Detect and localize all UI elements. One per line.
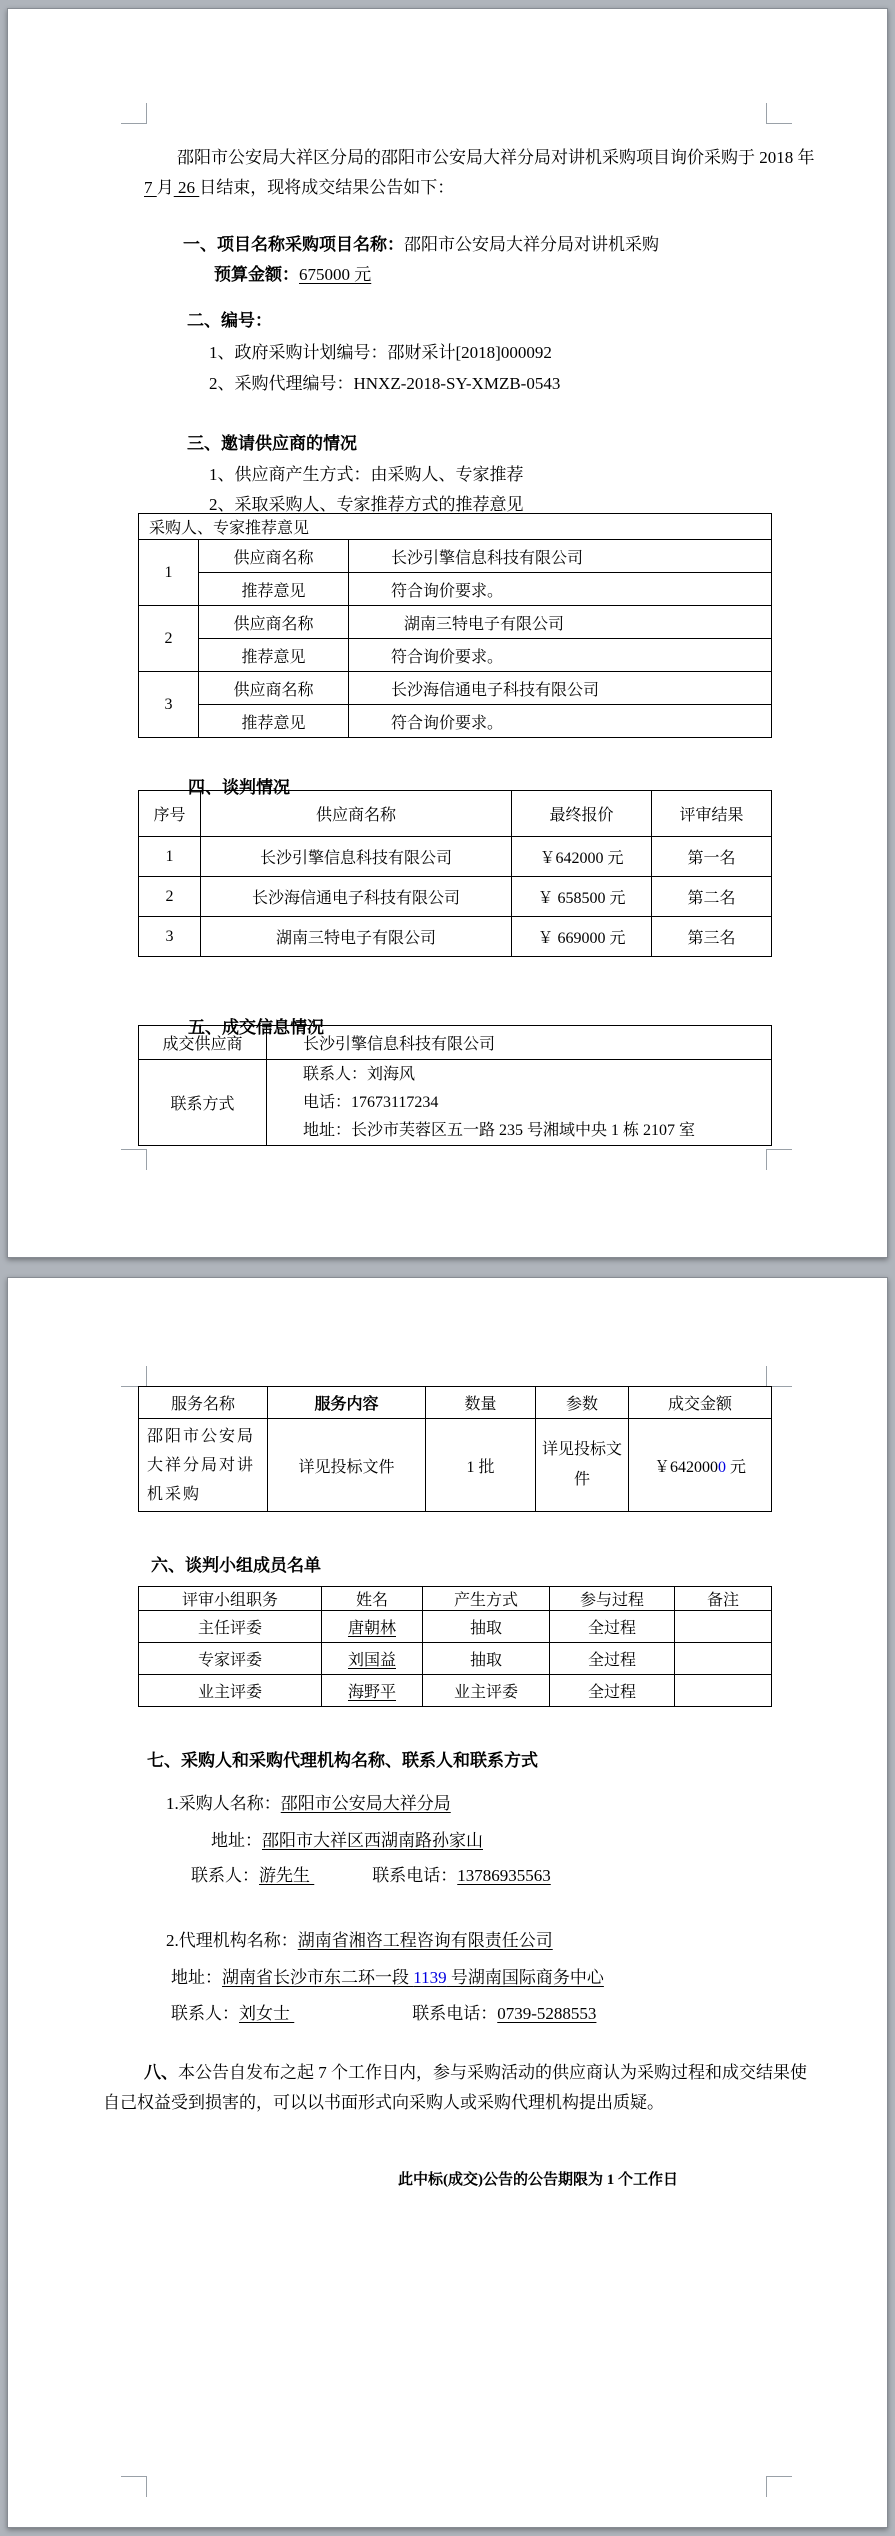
intro-paragraph (144, 143, 862, 203)
panel-table (138, 1586, 772, 1707)
agent-address-post: 号湖南国际商务中心 (446, 1968, 604, 1987)
service-name-line: 邵阳市公安局 (147, 1427, 256, 1445)
budget-value: 675000 元 (299, 265, 372, 284)
agent-phone-value: 0739-5288553 (497, 2004, 597, 2023)
agent-address-number: 1139 (413, 1968, 447, 1987)
amount-black: ￥642000 (653, 1458, 718, 1476)
page-1 (7, 8, 888, 1258)
col-header: 产生方式 (423, 1587, 550, 1611)
panel-process: 全过程 (550, 1643, 675, 1675)
panel-method: 业主评委 (423, 1675, 550, 1707)
supplier-name: 长沙海信通电子科技有限公司 (349, 672, 772, 705)
col-header: 最终报价 (512, 791, 652, 837)
section-2-heading: 二、编号： (187, 311, 272, 330)
intro-day: 26 (173, 178, 200, 197)
panel-method: 抽取 (423, 1643, 550, 1675)
buyer-address-line (211, 1826, 483, 1856)
section-2-item-1: 1、政府采购计划编号：邵财采计[2018]000092 (209, 343, 552, 362)
section-3-heading: 三、邀请供应商的情况 (187, 434, 357, 453)
col-header: 服务名称 (139, 1387, 268, 1419)
margin-corner-mark (121, 1149, 147, 1170)
margin-corner-mark (121, 2476, 147, 2497)
announcement-period-footer: 此中标(成交)公告的公告期限为 1 个工作日 (398, 2172, 678, 2188)
recommendation-table-title: 采购人、专家推荐意见 (139, 514, 772, 540)
panel-role: 主任评委 (139, 1611, 322, 1643)
review-result: 第二名 (652, 877, 772, 917)
agent-name-value: 湖南省湘咨工程咨询有限责任公司 (297, 1931, 553, 1950)
budget-label: 预算金额： (214, 265, 299, 284)
contact-details (267, 1060, 772, 1146)
review-result: 第一名 (652, 837, 772, 877)
supplier-name-label: 供应商名称 (199, 540, 349, 573)
contact-label: 联系方式 (139, 1060, 267, 1146)
buyer-address-value: 邵阳市大祥区西湖南路孙家山 (262, 1831, 483, 1850)
buyer-phone-label: 联系电话： (372, 1866, 458, 1885)
opinion-value: 符合询价要求。 (349, 573, 772, 606)
buyer-name-line (166, 1789, 451, 1819)
rank-no: 2 (139, 877, 201, 917)
supplier-name: 长沙引擎信息科技有限公司 (349, 540, 772, 573)
agent-contact-line (171, 1999, 596, 2029)
row-number: 1 (139, 540, 199, 606)
buyer-name-value: 邵阳市公安局大祥分局 (280, 1794, 451, 1813)
section-6-heading: 六、谈判小组成员名单 (151, 1556, 321, 1575)
panel-name: 刘国益 (322, 1643, 423, 1675)
buyer-phone-value: 13786935563 (457, 1866, 551, 1885)
rank-no: 3 (139, 917, 201, 957)
panel-note (675, 1643, 772, 1675)
col-header: 数量 (426, 1387, 536, 1419)
section-8-line-1 (144, 2058, 807, 2088)
panel-name: 唐朝林 (322, 1611, 423, 1643)
buyer-contact-label: 联系人： (191, 1866, 259, 1885)
intro-line-1: 邵阳市公安局大祥区分局的邵阳市公安局大祥分局对讲机采购项目询价采购于 2018 年 (177, 148, 815, 167)
panel-note (675, 1675, 772, 1707)
col-header: 评审小组职务 (139, 1587, 322, 1611)
panel-process: 全过程 (550, 1675, 675, 1707)
col-header: 供应商名称 (201, 791, 512, 837)
agent-name-line (166, 1926, 553, 1956)
col-header: 成交金额 (629, 1387, 772, 1419)
award-info-table (138, 1025, 772, 1146)
intro-line-2 (144, 173, 862, 203)
section-8-label: 八、 (144, 2063, 178, 2082)
col-header: 参与过程 (550, 1587, 675, 1611)
buyer-contact-line (191, 1861, 551, 1891)
opinion-label: 推荐意见 (199, 639, 349, 672)
recommendation-table (138, 513, 772, 738)
supplier-name: 长沙引擎信息科技有限公司 (201, 837, 512, 877)
supplier-name-label: 供应商名称 (199, 672, 349, 705)
intro-rest: 日结束，现将成交结果公告如下： (199, 178, 455, 197)
margin-corner-mark (766, 1149, 792, 1170)
contact-person: 联系人：刘海风 (303, 1065, 416, 1083)
section-3-item-2: 2、采取采购人、专家推荐方式的推荐意见 (209, 495, 524, 514)
agent-contact-value: 刘女士 (239, 2004, 295, 2023)
section-1-value: 邵阳市公安局大祥分局对讲机采购 (404, 235, 659, 254)
supplier-name: 长沙海信通电子科技有限公司 (201, 877, 512, 917)
supplier-name: 湖南三特电子有限公司 (201, 917, 512, 957)
final-quote: ￥642000 元 (512, 837, 652, 877)
agent-address-line (171, 1963, 604, 1993)
service-param: 详见投标文件 (536, 1419, 629, 1512)
col-header: 姓名 (322, 1587, 423, 1611)
final-quote: ￥ 658500 元 (512, 877, 652, 917)
buyer-address-label: 地址： (211, 1831, 262, 1850)
service-name (139, 1419, 268, 1512)
supplier-name-label: 供应商名称 (199, 606, 349, 639)
section-8-text-1: 本公告自发布之起 7 个工作日内，参与采购活动的供应商认为采购过程和成交结果使 (178, 2063, 807, 2082)
agent-address-value (222, 1968, 604, 1987)
review-result: 第三名 (652, 917, 772, 957)
section-5-heading: 五、成交信息情况 (188, 1018, 324, 1037)
contact-address: 地址：长沙市芙蓉区五一路 235 号湘域中央 1 栋 2107 室 (303, 1121, 696, 1139)
amount-unit: 元 (726, 1458, 747, 1476)
row-number: 3 (139, 672, 199, 738)
award-supplier-value: 长沙引擎信息科技有限公司 (267, 1026, 772, 1060)
margin-corner-mark (121, 103, 147, 124)
budget-line (214, 260, 371, 290)
row-number: 2 (139, 606, 199, 672)
buyer-contact-value: 游先生 (259, 1866, 315, 1885)
service-quantity: 1 批 (426, 1419, 536, 1512)
service-name-line: 大祥分局对讲 (147, 1456, 256, 1474)
section-2-item-2: 2、采购代理编号：HNXZ-2018-SY-XMZB-0543 (209, 374, 561, 393)
intro-month-label: 月 (156, 178, 174, 197)
panel-role: 业主评委 (139, 1675, 322, 1707)
buyer-name-label: 1.采购人名称： (166, 1794, 281, 1813)
margin-corner-mark (766, 2476, 792, 2497)
col-header: 服务内容 (268, 1387, 426, 1419)
agent-address-label: 地址： (171, 1968, 222, 1987)
section-7-heading: 七、采购人和采购代理机构名称、联系人和联系方式 (147, 1751, 538, 1770)
agent-name-label: 2.代理机构名称： (166, 1931, 298, 1950)
section-1-label: 一、项目名称采购项目名称： (183, 235, 404, 254)
section-3-item-1: 1、供应商产生方式：由采购人、专家推荐 (209, 465, 524, 484)
intro-month: 7 (144, 178, 157, 197)
col-header: 参数 (536, 1387, 629, 1419)
rank-no: 1 (139, 837, 201, 877)
contact-phone: 电话：17673117234 (303, 1093, 439, 1111)
opinion-label: 推荐意见 (199, 573, 349, 606)
service-name-line: 机采购 (147, 1485, 202, 1503)
col-header: 评审结果 (652, 791, 772, 837)
section-4-heading: 四、谈判情况 (188, 778, 290, 797)
final-quote: ￥ 669000 元 (512, 917, 652, 957)
panel-method: 抽取 (423, 1611, 550, 1643)
panel-role: 专家评委 (139, 1643, 322, 1675)
panel-name: 海野平 (322, 1675, 423, 1707)
service-table (138, 1386, 772, 1512)
agent-phone-label: 联系电话： (412, 2004, 498, 2023)
panel-note (675, 1611, 772, 1643)
panel-process: 全过程 (550, 1611, 675, 1643)
agent-contact-label: 联系人： (171, 2004, 239, 2023)
section-8-line-2: 自己权益受到损害的，可以以书面形式向采购人或采购代理机构提出质疑。 (103, 2093, 664, 2112)
page-2 (7, 1277, 888, 2528)
opinion-value: 符合询价要求。 (349, 705, 772, 738)
opinion-label: 推荐意见 (199, 705, 349, 738)
opinion-value: 符合询价要求。 (349, 639, 772, 672)
award-amount (629, 1419, 772, 1512)
margin-corner-mark (766, 1366, 792, 1387)
award-supplier-label: 成交供应商 (139, 1026, 267, 1060)
margin-corner-mark (121, 1366, 147, 1387)
supplier-name: 湖南三特电子有限公司 (349, 606, 772, 639)
service-content: 详见投标文件 (268, 1419, 426, 1512)
margin-corner-mark (766, 103, 792, 124)
col-header: 序号 (139, 791, 201, 837)
section-1-heading (183, 230, 659, 260)
negotiation-table (138, 790, 772, 957)
col-header: 备注 (675, 1587, 772, 1611)
amount-blue-digit: 0 (718, 1458, 726, 1476)
agent-address-pre: 湖南省长沙市东二环一段 (222, 1968, 414, 1987)
